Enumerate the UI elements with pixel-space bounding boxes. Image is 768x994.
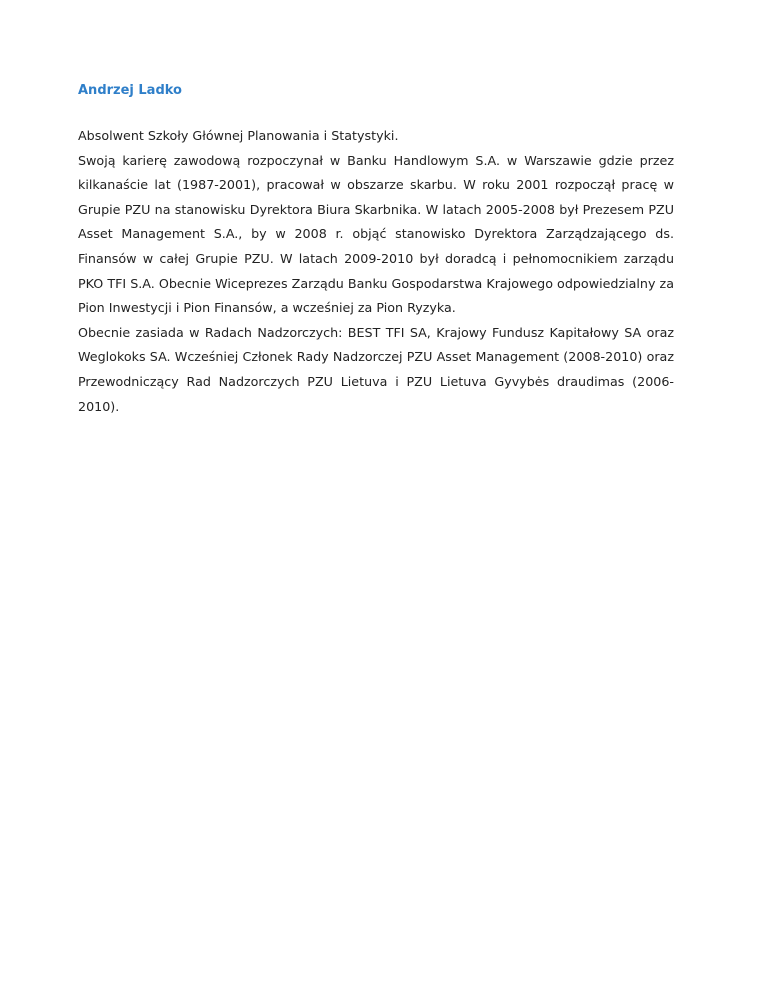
person-name-heading: Andrzej Ladko xyxy=(78,83,182,98)
education-paragraph: Absolwent Szkoły Głównej Planowania i Statystyki. xyxy=(78,128,399,143)
boards-paragraph: Obecnie zasiada w Radach Nadzorczych: BEST TFI SA, Krajowy Fundusz Kapitałowy SA oraz Weglokoks SA. Wcześniej Członek Rady Nadzorczej PZU Asset Management (2008-2010) oraz Przewodniczący Rad Nadzorczych PZU Lietuva i PZU Lietuva Gyvybės draudimas (2006-2010). xyxy=(78,324,674,414)
career-paragraph: Swoją karierę zawodową rozpoczynał w Banku Handlowym S.A. w Warszawie gdzie przez kilkanaście lat (1987-2001), pracował w obszarze skarbu. W roku 2001 rozpoczął pracę w Grupie PZU na stanowisku Dyrektora Biura Skarbnika. W latach 2005-2008 był Prezesem PZU Asset Management S.A., by w 2008 r. objąć stanowisko Dyrektora Zarządzającego ds. Finansów w całej Grupie PZU. W latach 2009-2010 był doradcą i pełnomocnikiem zarządu PKO TFI S.A. Obecnie Wiceprezes Zarządu Banku Gospodarstwa Krajowego odpowiedzialny za Pion Inwestycji i Pion Finansów, a wcześniej za Pion Ryzyka. xyxy=(78,152,674,316)
document-page xyxy=(78,82,674,419)
